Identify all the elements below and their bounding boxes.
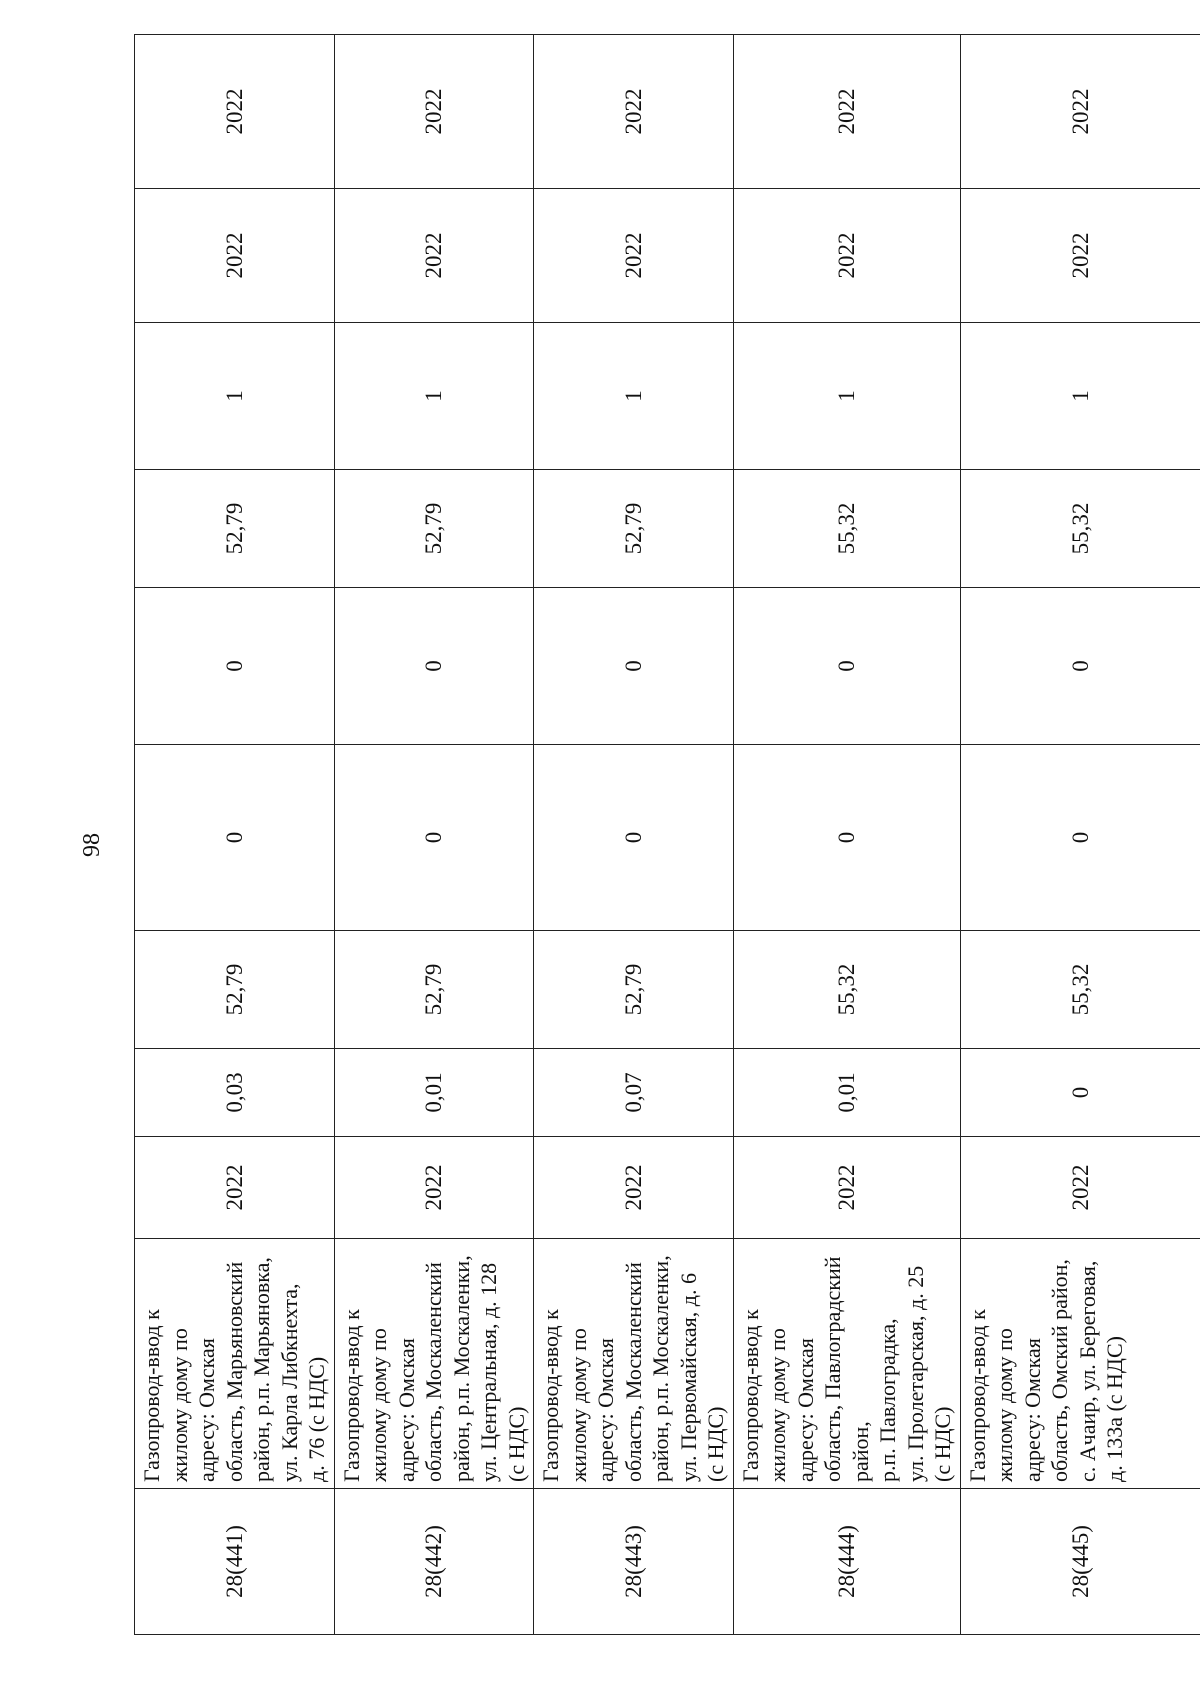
description-line: р.п. Павлоградка, [875, 1318, 900, 1482]
description-line: область, Омский район, [1047, 1259, 1072, 1482]
count-cell: 1 [960, 323, 1200, 470]
description-line: адресу: Омская [393, 1338, 419, 1482]
description-line: ул. Центральная, д. 128 [476, 1262, 501, 1482]
length-cell: 0,01 [733, 1049, 960, 1137]
year-start-cell: 2022 [534, 189, 734, 323]
description-line: жилому дому по [565, 1328, 591, 1482]
length-cell: 0,07 [534, 1049, 734, 1137]
value-cell: 0 [135, 588, 335, 745]
table-body [135, 35, 1200, 1635]
value-cell: 0 [960, 745, 1200, 931]
year-start-cell: 2022 [334, 189, 534, 323]
year-cell: 2022 [534, 1137, 734, 1239]
year-end-cell: 2022 [135, 35, 335, 189]
value-cell: 55,32 [733, 470, 960, 588]
description-line: Газопровод-ввод к [338, 1309, 364, 1482]
value-cell: 52,79 [534, 470, 734, 588]
object-description-cell [960, 1239, 1200, 1489]
table-row [534, 35, 734, 1635]
table-row [135, 35, 335, 1635]
value-cell: 52,79 [334, 470, 534, 588]
length-cell: 0,01 [334, 1049, 534, 1137]
value-cell: 0 [733, 588, 960, 745]
value-cell: 52,79 [334, 931, 534, 1049]
object-code-cell: 28(442) [334, 1489, 534, 1635]
description-line: с. Ачаир, ул. Береговая, [1074, 1260, 1100, 1482]
table-row [960, 35, 1200, 1635]
description-line: район, р.п. Марьяновка, [249, 1257, 274, 1482]
year-cell: 2022 [960, 1137, 1200, 1239]
page-number: 98 [79, 833, 105, 857]
description-line: Газопровод-ввод к [538, 1309, 563, 1482]
value-cell: 0 [733, 745, 960, 931]
description-line: жилому дому по [765, 1328, 790, 1482]
description-line: (с НДС) [930, 1406, 955, 1482]
year-cell: 2022 [135, 1137, 335, 1239]
description-line: адресу: Омская [194, 1338, 219, 1482]
length-cell: 0,03 [135, 1049, 335, 1137]
description-line: д. 133а (с НДС) [1102, 1336, 1127, 1482]
table-row [334, 35, 534, 1635]
count-cell: 1 [334, 323, 534, 470]
object-code-cell: 28(441) [135, 1489, 335, 1635]
year-start-cell: 2022 [733, 189, 960, 323]
year-end-cell: 2022 [733, 35, 960, 189]
description-line: ул. Пролетарская, д. 25 [902, 1265, 928, 1482]
year-cell: 2022 [334, 1137, 534, 1239]
table-row [733, 35, 960, 1635]
object-code-cell: 28(443) [534, 1489, 734, 1635]
value-cell: 0 [334, 588, 534, 745]
description-line: адресу: Омская [593, 1338, 618, 1482]
description-line: область, Марьяновский [221, 1261, 247, 1482]
description-line: д. 76 (с НДС) [304, 1356, 329, 1482]
description-line: адресу: Омская [792, 1338, 818, 1482]
description-line: жилому дому по [992, 1328, 1017, 1482]
value-cell: 52,79 [534, 931, 734, 1049]
year-start-cell: 2022 [960, 189, 1200, 323]
description-line: ул. Карла Либкнехта, [276, 1283, 302, 1482]
length-cell: 0 [960, 1049, 1200, 1137]
description-line: Газопровод-ввод к [737, 1309, 763, 1482]
description-line: (с НДС) [703, 1406, 728, 1482]
value-cell: 52,79 [135, 931, 335, 1049]
count-cell: 1 [135, 323, 335, 470]
value-cell: 0 [334, 745, 534, 931]
object-code-cell: 28(445) [960, 1489, 1200, 1635]
year-start-cell: 2022 [135, 189, 335, 323]
description-line: жилому дому по [166, 1328, 192, 1482]
value-cell: 55,32 [960, 931, 1200, 1049]
description-line: жилому дому по [366, 1328, 391, 1482]
object-description-cell [334, 1239, 534, 1489]
description-line: (с НДС) [503, 1406, 529, 1482]
value-cell: 0 [960, 588, 1200, 745]
data-table [134, 34, 1200, 1635]
value-cell: 0 [135, 745, 335, 931]
object-description-cell [534, 1239, 734, 1489]
description-line: область, Москаленский [620, 1262, 646, 1482]
description-line: Газопровод-ввод к [964, 1309, 990, 1482]
value-cell: 55,32 [960, 470, 1200, 588]
value-cell: 55,32 [733, 931, 960, 1049]
count-cell: 1 [534, 323, 734, 470]
year-cell: 2022 [733, 1137, 960, 1239]
description-line: Газопровод-ввод к [139, 1309, 164, 1482]
description-line: адресу: Омская [1019, 1338, 1045, 1482]
description-line: область, Москаленский [421, 1262, 446, 1482]
object-description-cell [733, 1239, 960, 1489]
description-line: район, р.п. Москаленки, [648, 1255, 673, 1482]
object-description-cell [135, 1239, 335, 1489]
description-line: область, Павлоградский [820, 1256, 845, 1482]
year-end-cell: 2022 [960, 35, 1200, 189]
value-cell: 0 [534, 588, 734, 745]
rotated-table-wrapper [134, 35, 1127, 1635]
description-line: район, [847, 1421, 873, 1482]
value-cell: 52,79 [135, 470, 335, 588]
year-end-cell: 2022 [334, 35, 534, 189]
year-end-cell: 2022 [534, 35, 734, 189]
description-line: ул. Первомайская, д. 6 [675, 1273, 701, 1482]
count-cell: 1 [733, 323, 960, 470]
description-line: район, р.п. Москаленки, [448, 1255, 474, 1482]
object-code-cell: 28(444) [733, 1489, 960, 1635]
value-cell: 0 [534, 745, 734, 931]
